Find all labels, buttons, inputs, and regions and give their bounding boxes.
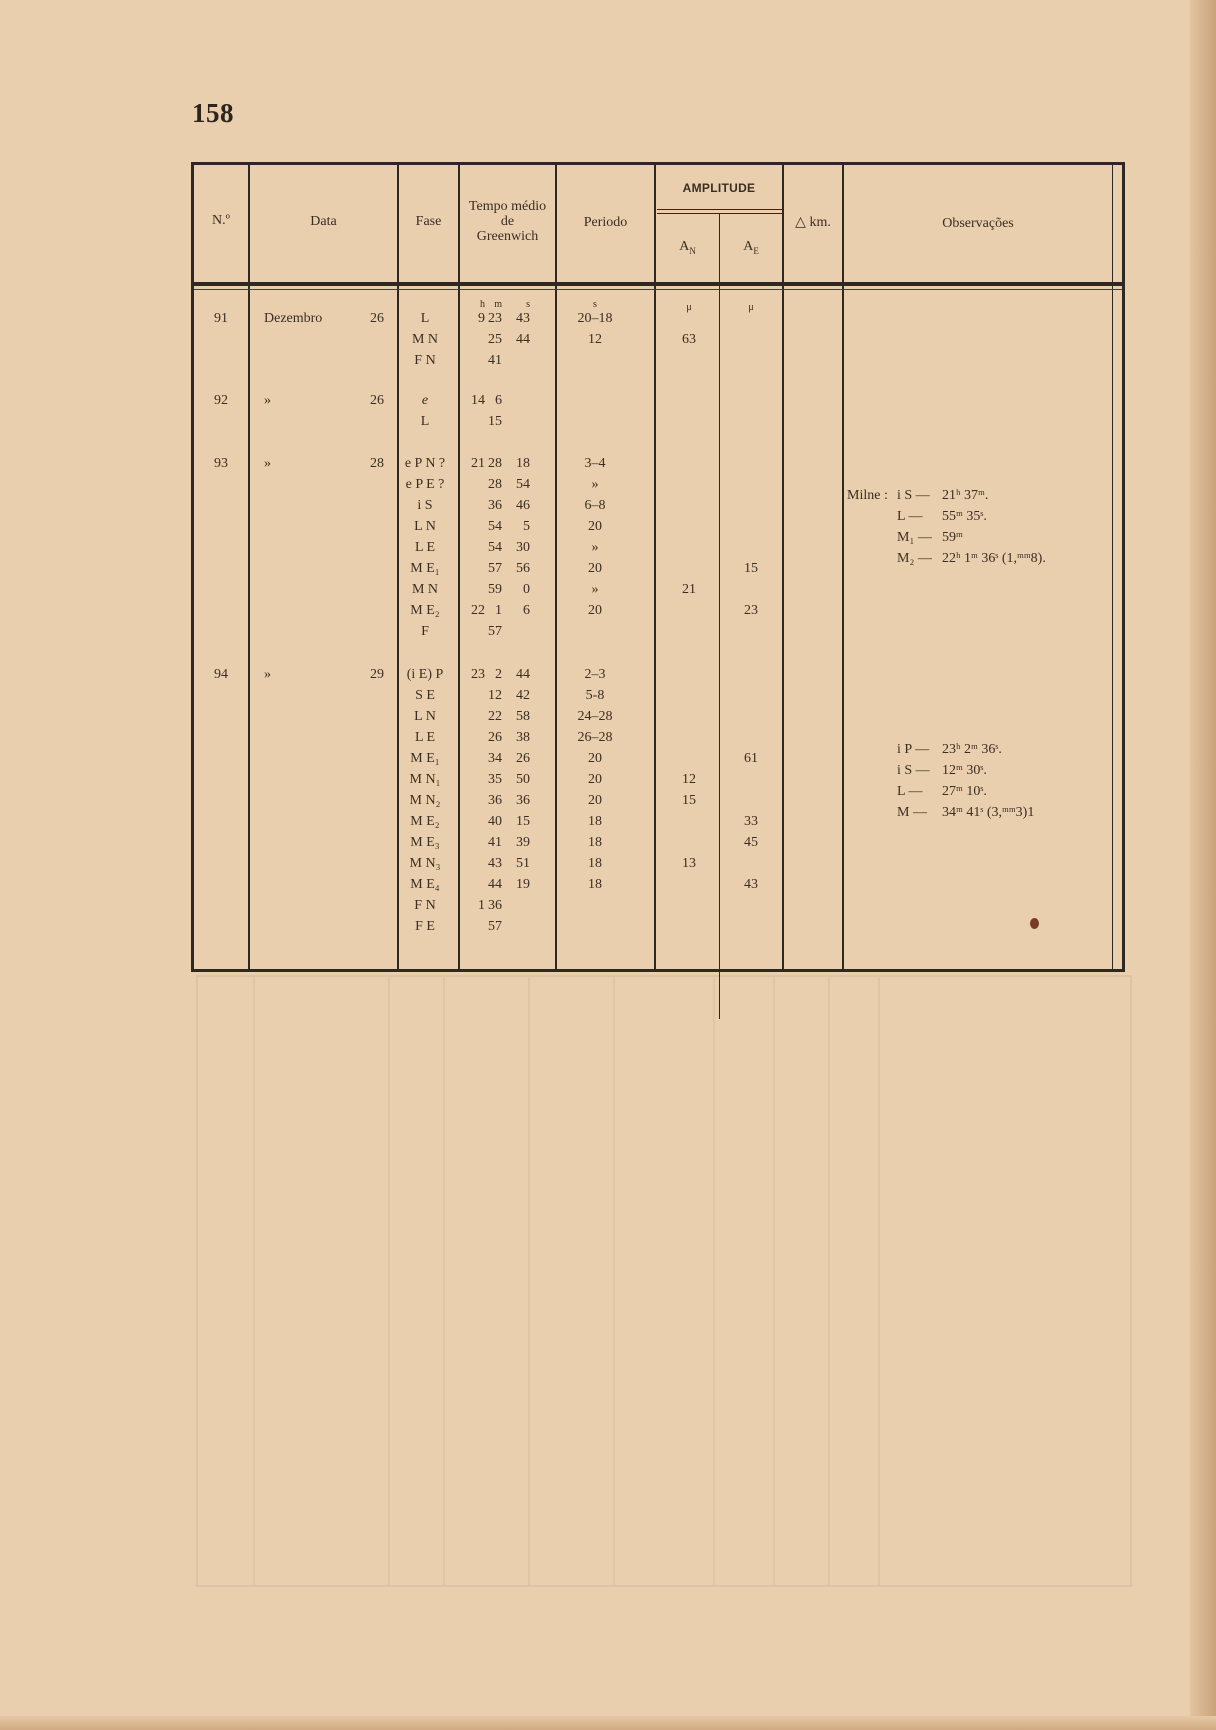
entry-minutes: 40 — [488, 814, 502, 829]
entry-period: 18 — [588, 856, 602, 871]
entry-seconds: 15 — [516, 814, 530, 829]
entry-period: 18 — [588, 835, 602, 850]
entry-amplitude-n: 15 — [682, 793, 696, 808]
entry-amplitude-e: 33 — [744, 814, 758, 829]
entry-seconds: 42 — [516, 688, 530, 703]
entry-number: 93 — [214, 456, 228, 471]
entry-period: 6–8 — [584, 498, 606, 513]
observation-value: 21ʰ 37ᵐ. — [942, 488, 989, 503]
entry-minutes: 12 — [488, 688, 502, 703]
entry-phase: e — [421, 393, 429, 408]
entry-period: 20 — [588, 793, 602, 808]
entry-minutes: 1 — [495, 603, 502, 618]
entry-day: 26 — [370, 393, 384, 408]
entry-number: 91 — [214, 311, 228, 326]
entry-phase: L E — [414, 730, 436, 745]
entry-hours: 21 — [471, 456, 485, 471]
entry-amplitude-n: 12 — [682, 772, 696, 787]
entry-number: 92 — [214, 393, 228, 408]
header-period: Periodo — [583, 215, 628, 230]
entry-minutes: 36 — [488, 498, 502, 513]
entry-phase: F E — [415, 919, 435, 934]
entry-amplitude-e: 15 — [744, 561, 758, 576]
entry-minutes: 41 — [488, 835, 502, 850]
ink-speck — [1030, 918, 1039, 929]
entry-minutes: 15 — [488, 414, 502, 429]
page-edge — [1190, 0, 1216, 1730]
entry-seconds: 36 — [516, 793, 530, 808]
entry-number: 94 — [214, 667, 228, 682]
entry-period: 20 — [588, 772, 602, 787]
entry-period: 20 — [588, 751, 602, 766]
entry-minutes: 6 — [495, 393, 502, 408]
entry-minutes: 41 — [488, 353, 502, 368]
entry-month: » — [264, 667, 271, 682]
entry-phase: M E₃ — [410, 835, 440, 850]
entry-phase: F N — [414, 898, 436, 913]
entry-minutes: 28 — [488, 477, 502, 492]
entry-phase: e P E ? — [405, 477, 445, 492]
entry-phase: M E₂ — [410, 814, 440, 829]
entry-minutes: 23 — [488, 311, 502, 326]
observation-value: 34ᵐ 41ˢ (3,ᵐᵐ3)1 — [942, 805, 1035, 820]
entry-seconds: 6 — [523, 603, 530, 618]
header-date: Data — [310, 214, 337, 229]
observation-label: L — — [897, 784, 923, 799]
entry-seconds: 44 — [516, 667, 530, 682]
observation-label: L — — [897, 509, 923, 524]
unit-hours: h — [480, 299, 485, 310]
entry-minutes: 26 — [488, 730, 502, 745]
entry-phase: M N₃ — [409, 856, 441, 871]
entry-amplitude-e: 61 — [744, 751, 758, 766]
entry-phase: L — [420, 311, 430, 326]
entry-minutes: 54 — [488, 519, 502, 534]
entry-phase: i S — [417, 498, 433, 513]
entry-phase: M N₂ — [409, 793, 441, 808]
entry-seconds: 44 — [516, 332, 530, 347]
observation-label: M₁ — — [897, 530, 932, 545]
entry-phase: M N₁ — [409, 772, 441, 787]
observation-value: 12ᵐ 30ˢ. — [942, 763, 987, 778]
header-distance-km: △ km. — [795, 215, 831, 230]
entry-phase: M E₂ — [410, 603, 440, 618]
observation-prefix: Milne : — [847, 488, 888, 503]
unit-ae: μ — [748, 302, 754, 313]
header-time: Tempo médio de Greenwich — [468, 199, 547, 244]
entry-seconds: 51 — [516, 856, 530, 871]
entry-minutes: 59 — [488, 582, 502, 597]
entry-minutes: 34 — [488, 751, 502, 766]
entry-seconds: 26 — [516, 751, 530, 766]
entry-hours: 14 — [471, 393, 485, 408]
entry-phase: (i E) P — [406, 667, 444, 682]
unit-minutes: m — [494, 299, 502, 310]
observation-label: i S — — [897, 488, 930, 503]
entry-seconds: 0 — [523, 582, 530, 597]
entry-minutes: 2 — [495, 667, 502, 682]
entry-seconds: 39 — [516, 835, 530, 850]
observation-label: i P — — [897, 742, 930, 757]
header-observations: Observações — [942, 216, 1014, 231]
entry-period: » — [591, 582, 599, 597]
entry-seconds: 30 — [516, 540, 530, 555]
observation-value: 59ᵐ — [942, 530, 963, 545]
entry-period: 26–28 — [577, 730, 613, 745]
entry-minutes: 57 — [488, 919, 502, 934]
entry-phase: L N — [414, 709, 436, 724]
observation-value: 22ʰ 1ᵐ 36ˢ (1,ᵐᵐ8). — [942, 551, 1046, 566]
entry-seconds: 58 — [516, 709, 530, 724]
entry-seconds: 43 — [516, 311, 530, 326]
entry-phase: M E₁ — [410, 751, 440, 766]
header-phase: Fase — [415, 214, 442, 229]
entry-amplitude-e: 45 — [744, 835, 758, 850]
entry-amplitude-e: 43 — [744, 877, 758, 892]
entry-seconds: 46 — [516, 498, 530, 513]
entry-period: 12 — [588, 332, 602, 347]
entry-hours: 9 — [478, 311, 485, 326]
page-edge-bottom — [0, 1716, 1216, 1730]
entry-month: Dezembro — [264, 311, 323, 326]
entry-minutes: 57 — [488, 561, 502, 576]
entry-period: » — [591, 540, 599, 555]
entry-minutes: 28 — [488, 456, 502, 471]
entry-phase: M E₄ — [410, 877, 440, 892]
entry-minutes: 35 — [488, 772, 502, 787]
seismic-table — [191, 162, 1125, 972]
entry-minutes: 44 — [488, 877, 502, 892]
show-through-ghost-table — [196, 975, 1132, 1587]
header-amplitude-n: $A_N$ — [679, 239, 696, 256]
entry-minutes: 36 — [488, 793, 502, 808]
entry-seconds: 19 — [516, 877, 530, 892]
entry-day: 29 — [370, 667, 384, 682]
entry-amplitude-e: 23 — [744, 603, 758, 618]
entry-phase: M N — [411, 582, 439, 597]
entry-phase: L E — [414, 540, 436, 555]
entry-seconds: 56 — [516, 561, 530, 576]
entry-period: 20 — [588, 561, 602, 576]
header-number: N.º — [212, 213, 230, 228]
entry-seconds: 38 — [516, 730, 530, 745]
entry-day: 28 — [370, 456, 384, 471]
entry-month: » — [264, 393, 271, 408]
entry-period: 20 — [588, 603, 602, 618]
entry-period: 20 — [588, 519, 602, 534]
entry-phase: M E₁ — [410, 561, 440, 576]
entry-hours: 1 — [478, 898, 485, 913]
observation-value: 27ᵐ 10ˢ. — [942, 784, 987, 799]
entry-phase: L — [420, 414, 430, 429]
entry-minutes: 36 — [488, 898, 502, 913]
observation-label: M₂ — — [897, 551, 932, 566]
entry-period: 3–4 — [584, 456, 606, 471]
entry-phase: e P N ? — [404, 456, 446, 471]
unit-seconds: s — [526, 299, 530, 310]
unit-period: s — [593, 299, 597, 310]
entry-minutes: 43 — [488, 856, 502, 871]
entry-hours: 22 — [471, 603, 485, 618]
entry-seconds: 54 — [516, 477, 530, 492]
entry-minutes: 57 — [488, 624, 502, 639]
unit-an: μ — [686, 302, 692, 313]
entry-amplitude-n: 21 — [682, 582, 696, 597]
entry-phase: F N — [414, 353, 436, 368]
entry-period: 2–3 — [584, 667, 606, 682]
observation-label: M — — [897, 805, 927, 820]
entry-amplitude-n: 63 — [682, 332, 696, 347]
entry-seconds: 18 — [516, 456, 530, 471]
entry-period: 5-8 — [585, 688, 605, 703]
entry-hours: 23 — [471, 667, 485, 682]
entry-period: 20–18 — [577, 311, 613, 326]
entry-minutes: 22 — [488, 709, 502, 724]
entry-seconds: 5 — [523, 519, 530, 534]
entry-period: » — [591, 477, 599, 492]
entry-period: 24–28 — [577, 709, 613, 724]
entry-period: 18 — [588, 814, 602, 829]
observation-label: i S — — [897, 763, 930, 778]
observation-value: 55ᵐ 35ˢ. — [942, 509, 987, 524]
entry-phase: F — [421, 624, 429, 639]
observation-value: 23ʰ 2ᵐ 36ˢ. — [942, 742, 1002, 757]
page-number: 158 — [192, 98, 234, 128]
header-amplitude-e: $A_E$ — [743, 239, 759, 256]
entry-month: » — [264, 456, 271, 471]
entry-seconds: 50 — [516, 772, 530, 787]
entry-phase: L N — [414, 519, 436, 534]
header-amplitude: AMPLITUDE — [682, 181, 756, 195]
entry-day: 26 — [370, 311, 384, 326]
entry-period: 18 — [588, 877, 602, 892]
entry-phase: M N — [411, 332, 439, 347]
entry-amplitude-n: 13 — [682, 856, 696, 871]
entry-minutes: 54 — [488, 540, 502, 555]
entry-phase: S E — [415, 688, 435, 703]
entry-minutes: 25 — [488, 332, 502, 347]
